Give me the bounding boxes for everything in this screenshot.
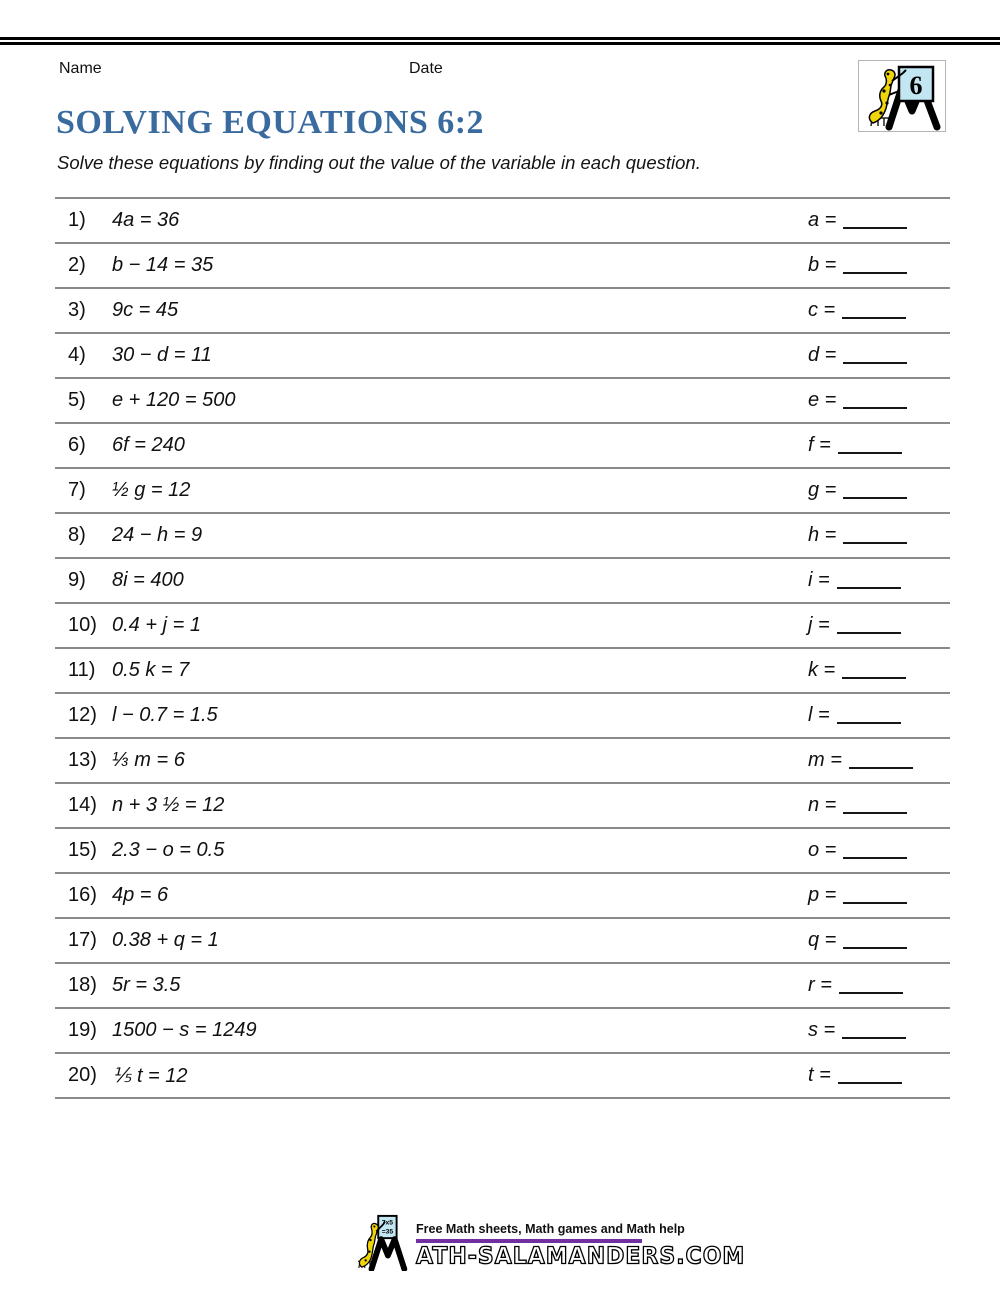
- problem-number: 8): [68, 524, 86, 546]
- answer-blank[interactable]: [843, 397, 907, 409]
- answer-area: [808, 884, 950, 907]
- problem-number: 17): [68, 929, 97, 951]
- answer-label: k =: [808, 659, 836, 681]
- top-double-rule: [0, 37, 1000, 45]
- answer-label: j =: [808, 614, 830, 636]
- answer-blank[interactable]: [843, 262, 907, 274]
- instruction-text: Solve these equations by finding out the value of the variable in each question.: [57, 152, 701, 173]
- board-line1: 7x5: [381, 1219, 394, 1227]
- answer-blank[interactable]: [838, 442, 902, 454]
- problem-row: [55, 1009, 950, 1054]
- footer-brand: [356, 1211, 746, 1271]
- problem-number: 16): [68, 884, 97, 906]
- equation-text: 4p = 6: [112, 884, 169, 906]
- answer-area: [808, 254, 950, 277]
- answer-label: r =: [808, 974, 832, 996]
- answer-blank[interactable]: [838, 1072, 902, 1084]
- answer-label: h =: [808, 524, 837, 546]
- answer-area: [808, 974, 950, 997]
- answer-blank[interactable]: [843, 352, 907, 364]
- problem-row: [55, 199, 950, 244]
- answer-label: q =: [808, 929, 837, 951]
- answer-label: c =: [808, 299, 836, 321]
- problem-row: [55, 694, 950, 739]
- answer-area: [808, 569, 950, 592]
- problem-number: 19): [68, 1019, 97, 1041]
- answer-area: [808, 1019, 950, 1042]
- equation-text: 0.5 k = 7: [112, 659, 190, 681]
- equation-text: 0.4 + j = 1: [112, 614, 201, 636]
- answer-label: f =: [808, 434, 831, 456]
- answer-label: t =: [808, 1064, 831, 1086]
- equation-text: n + 3 ½ = 12: [112, 794, 225, 816]
- answer-blank[interactable]: [843, 532, 907, 544]
- footer-salamander-logo-icon: [356, 1213, 414, 1271]
- answer-blank[interactable]: [843, 802, 907, 814]
- problem-number: 15): [68, 839, 97, 861]
- footer-tagline: Free Math sheets, Math games and Math help: [416, 1222, 685, 1236]
- answer-area: [808, 704, 950, 727]
- equation-text: e + 120 = 500: [112, 389, 236, 411]
- equation-text: 1500 − s = 1249: [112, 1019, 257, 1041]
- answer-label: l =: [808, 704, 830, 726]
- problem-number: 2): [68, 254, 86, 276]
- answer-label: g =: [808, 479, 837, 501]
- problem-number: 20): [68, 1064, 97, 1086]
- problem-number: 9): [68, 569, 86, 591]
- answer-label: d =: [808, 344, 837, 366]
- problem-row: [55, 559, 950, 604]
- problem-number: 7): [68, 479, 86, 501]
- m-easel-icon: [371, 1239, 404, 1269]
- answer-label: a =: [808, 209, 837, 231]
- answer-blank[interactable]: [843, 937, 907, 949]
- answer-blank[interactable]: [843, 847, 907, 859]
- name-label: Name: [59, 60, 102, 77]
- answer-blank[interactable]: [843, 487, 907, 499]
- equation-text: 9c = 45: [112, 299, 179, 321]
- problem-number: 3): [68, 299, 86, 321]
- equation-text: ½ g = 12: [112, 479, 191, 501]
- answer-blank[interactable]: [842, 307, 906, 319]
- problem-row: [55, 289, 950, 334]
- answer-label: s =: [808, 1019, 836, 1041]
- answer-blank[interactable]: [842, 1027, 906, 1039]
- problems-table: [55, 197, 950, 1099]
- answer-area: [808, 659, 950, 682]
- problem-number: 18): [68, 974, 97, 996]
- answer-label: n =: [808, 794, 837, 816]
- answer-blank[interactable]: [837, 622, 901, 634]
- equation-text: 6f = 240: [112, 434, 185, 456]
- answer-blank[interactable]: [842, 667, 906, 679]
- equation-text: ⅕ t = 12: [112, 1065, 188, 1087]
- answer-label: b =: [808, 254, 837, 276]
- answer-area: [808, 614, 950, 637]
- problem-number: 14): [68, 794, 97, 816]
- answer-area: [808, 839, 950, 862]
- problem-row: [55, 469, 950, 514]
- board-line2: =35: [381, 1228, 394, 1236]
- problem-number: 10): [68, 614, 97, 636]
- answer-area: [808, 929, 950, 952]
- answer-label: o =: [808, 839, 837, 861]
- answer-area: [808, 524, 950, 547]
- problem-row: [55, 379, 950, 424]
- problem-row: [55, 244, 950, 289]
- answer-area: [808, 749, 950, 772]
- problem-row: [55, 784, 950, 829]
- footer-site-wordmark: ATH-SALAMANDERS.COM: [416, 1243, 746, 1270]
- equation-text: b − 14 = 35: [112, 254, 214, 276]
- problem-row: [55, 874, 950, 919]
- equation-text: 24 − h = 9: [112, 524, 203, 546]
- equation-text: ⅓ m = 6: [112, 749, 185, 771]
- date-label: Date: [409, 60, 443, 77]
- problem-number: 6): [68, 434, 86, 456]
- equation-text: 8i = 400: [112, 569, 184, 591]
- answer-blank[interactable]: [837, 712, 901, 724]
- problem-number: 11): [68, 659, 96, 681]
- answer-label: i =: [808, 569, 830, 591]
- problem-row: [55, 919, 950, 964]
- footer-text-block: [416, 1222, 745, 1271]
- page-title: SOLVING EQUATIONS 6:2: [56, 104, 485, 141]
- answer-area: [808, 794, 950, 817]
- equation-text: 0.38 + q = 1: [112, 929, 219, 951]
- answer-label: e =: [808, 389, 837, 411]
- problem-row: [55, 604, 950, 649]
- problem-row: [55, 1054, 950, 1099]
- answer-area: [808, 344, 950, 367]
- answer-area: [808, 389, 950, 412]
- equation-text: 5r = 3.5: [112, 974, 181, 996]
- equation-text: l − 0.7 = 1.5: [112, 704, 218, 726]
- answer-area: [808, 209, 950, 232]
- answer-area: [808, 434, 950, 457]
- salamander-grade-icon: [859, 61, 945, 131]
- problem-number: 13): [68, 749, 97, 771]
- answer-blank[interactable]: [837, 577, 901, 589]
- answer-area: [808, 1064, 950, 1087]
- answer-area: [808, 299, 950, 322]
- problem-row: [55, 514, 950, 559]
- problem-row: [55, 829, 950, 874]
- answer-blank[interactable]: [843, 892, 907, 904]
- answer-label: p =: [808, 884, 837, 906]
- answer-blank[interactable]: [849, 757, 913, 769]
- equation-text: 30 − d = 11: [112, 344, 212, 366]
- answer-blank[interactable]: [843, 217, 907, 229]
- problem-number: 4): [68, 344, 86, 366]
- equation-text: 2.3 − o = 0.5: [112, 839, 225, 861]
- grade-badge-number: 6: [909, 71, 923, 100]
- equation-text: 4a = 36: [112, 209, 180, 231]
- problem-number: 1): [68, 209, 86, 231]
- problem-row: [55, 649, 950, 694]
- answer-blank[interactable]: [839, 982, 903, 994]
- answer-label: m =: [808, 749, 842, 771]
- problem-row: [55, 739, 950, 784]
- problem-number: 5): [68, 389, 86, 411]
- problem-row: [55, 424, 950, 469]
- grade-logo-box: [858, 60, 946, 132]
- problem-row: [55, 964, 950, 1009]
- answer-area: [808, 479, 950, 502]
- problem-row: [55, 334, 950, 379]
- problem-number: 12): [68, 704, 97, 726]
